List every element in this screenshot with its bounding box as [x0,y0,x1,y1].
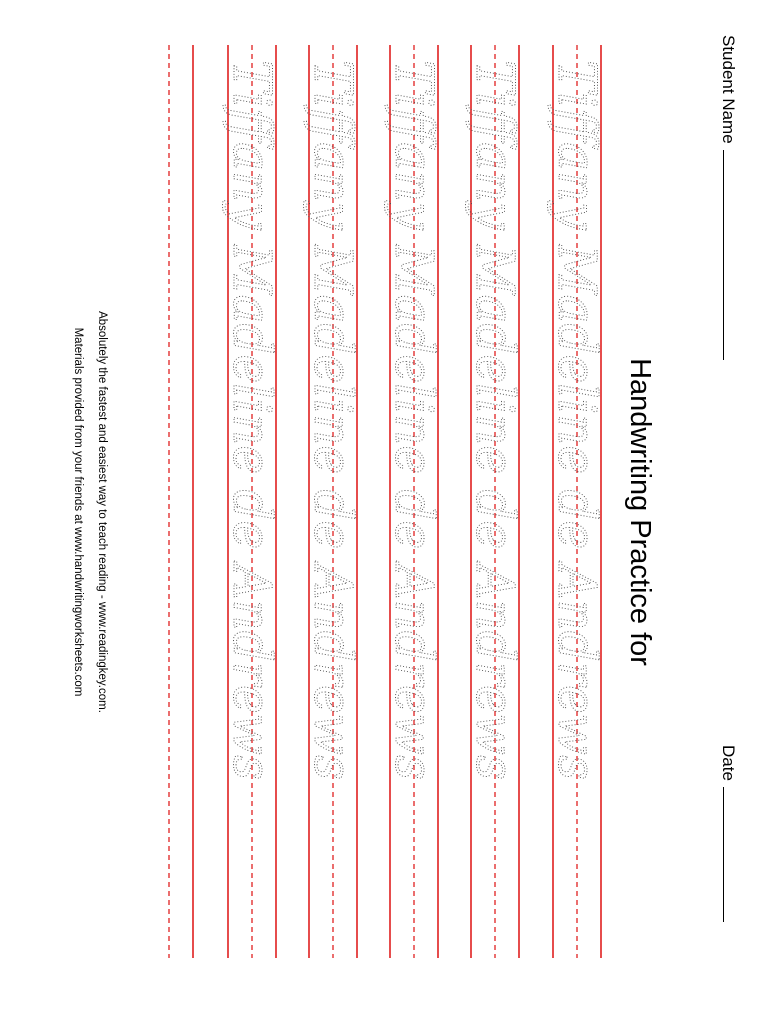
trace-text-row: Tiffany Madeline de Andrews [383,60,443,833]
trace-text-row: Tiffany Madeline de Andrews [546,60,606,833]
page-title: Handwriting Practice for [624,358,656,666]
footer-line-1: Absolutely the fastest and easiest way to teach reading - www.readingkey.com. [96,311,108,713]
date-label: Date [719,745,738,781]
student-name-label: Student Name [719,35,738,144]
trace-text-row: Tiffany Madeline de Andrews [221,60,281,833]
trace-text-row: Tiffany Madeline de Andrews [464,60,524,833]
trace-text-row: Tiffany Madeline de Andrews [302,60,362,833]
footer-line-2: Materials provided from your friends at www.handwritingworksheets.com [72,327,84,697]
